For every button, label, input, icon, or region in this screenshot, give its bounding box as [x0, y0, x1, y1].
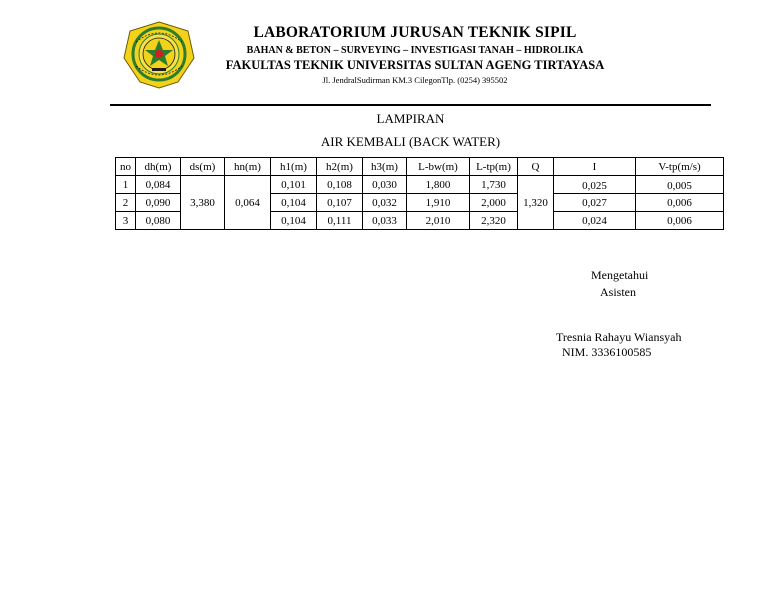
- cell-h2: 0,108: [317, 176, 363, 194]
- cell-ltp: 2,320: [470, 212, 518, 230]
- cell-vtp: 0,006: [636, 212, 724, 230]
- cell-vtp: 0,006: [636, 194, 724, 212]
- document-subtitle: AIR KEMBALI (BACK WATER): [320, 134, 501, 149]
- column-header: hn(m): [225, 158, 271, 176]
- cell-hn: 0,064: [225, 176, 271, 230]
- column-header: dh(m): [136, 158, 181, 176]
- cell-q: 1,320: [518, 176, 554, 230]
- table-header-row: [116, 158, 724, 176]
- back-water-table: [115, 157, 724, 230]
- address-line: Jl. JendralSudirman KM.3 CilegonTlp. (0254) 395502: [322, 75, 508, 85]
- column-header: h2(m): [317, 158, 363, 176]
- column-header: ds(m): [181, 158, 225, 176]
- cell-ltp: 2,000: [470, 194, 518, 212]
- cell-dh: 0,090: [136, 194, 181, 212]
- cell-no: 3: [116, 212, 136, 230]
- acknowledged-label: Mengetahui: [591, 268, 649, 282]
- cell-no: 1: [116, 176, 136, 194]
- signatory-name: Tresnia Rahayu Wiansyah: [556, 330, 682, 344]
- table-row: [116, 176, 724, 194]
- column-header: L-bw(m): [407, 158, 470, 176]
- cell-ltp: 1,730: [470, 176, 518, 194]
- faculty-name: FAKULTAS TEKNIK UNIVERSITAS SULTAN AGENG TIRTAYASA: [225, 58, 605, 72]
- column-header: Q: [518, 158, 554, 176]
- cell-lbw: 1,800: [407, 176, 470, 194]
- cell-h1: 0,101: [271, 176, 317, 194]
- cell-ds: 3,380: [181, 176, 225, 230]
- column-header: L-tp(m): [470, 158, 518, 176]
- cell-h1: 0,104: [271, 212, 317, 230]
- cell-dh: 0,080: [136, 212, 181, 230]
- cell-h2: 0,107: [317, 194, 363, 212]
- cell-h3: 0,030: [363, 176, 407, 194]
- cell-dh: 0,084: [136, 176, 181, 194]
- cell-i: 0,027: [554, 194, 636, 212]
- column-header: h3(m): [363, 158, 407, 176]
- cell-no: 2: [116, 194, 136, 212]
- column-header: no: [116, 158, 136, 176]
- section-title: LAMPIRAN: [376, 111, 445, 126]
- cell-h3: 0,033: [363, 212, 407, 230]
- lab-title: LABORATORIUM JURUSAN TEKNIK SIPIL: [253, 24, 577, 41]
- cell-h3: 0,032: [363, 194, 407, 212]
- assistant-role: Asisten: [600, 285, 636, 299]
- column-header: V-tp(m/s): [636, 158, 724, 176]
- column-header: I: [554, 158, 636, 176]
- header-divider: [110, 104, 711, 106]
- university-emblem-icon: [122, 20, 196, 90]
- divisions-line: BAHAN & BETON – SURVEYING – INVESTIGASI TANAH – HIDROLIKA: [246, 45, 584, 56]
- column-header: h1(m): [271, 158, 317, 176]
- cell-i: 0,025: [554, 176, 636, 194]
- cell-lbw: 1,910: [407, 194, 470, 212]
- cell-vtp: 0,005: [636, 176, 724, 194]
- signatory-nim: NIM. 3336100585: [562, 345, 652, 359]
- cell-h2: 0,111: [317, 212, 363, 230]
- cell-i: 0,024: [554, 212, 636, 230]
- cell-lbw: 2,010: [407, 212, 470, 230]
- cell-h1: 0,104: [271, 194, 317, 212]
